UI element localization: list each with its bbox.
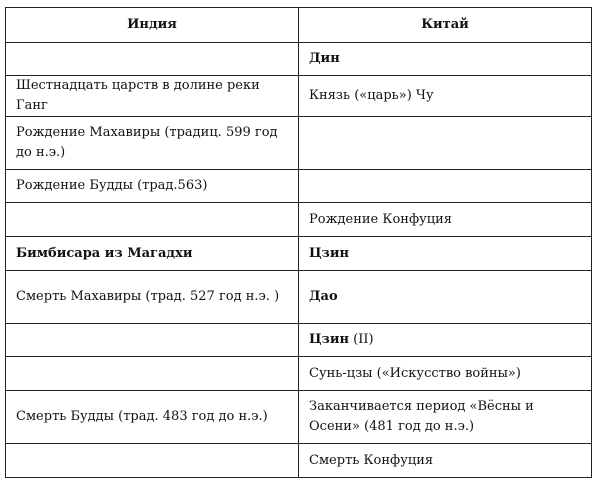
table-header-row (6, 8, 592, 43)
chronology-table (5, 7, 592, 478)
table-row (6, 271, 592, 324)
cell-india (6, 357, 299, 391)
table-row (6, 357, 592, 391)
table-row (6, 76, 592, 117)
cell-china: Заканчивается период «Вёсны и Осени» (481 год до н.э.) (299, 391, 592, 444)
cell-india: Рождение Будды (трад.563) (6, 170, 299, 203)
cell-china (299, 324, 592, 357)
column-header-china: Китай (299, 8, 592, 43)
cell-india: Шестнадцать царств в долине реки Ганг (6, 76, 299, 117)
table-row (6, 117, 592, 170)
cell-china: Смерть Конфуция (299, 444, 592, 478)
cell-india (6, 43, 299, 76)
cell-china: Дао (299, 271, 592, 324)
cell-china (299, 170, 592, 203)
column-header-india: Индия (6, 8, 299, 43)
table-row (6, 391, 592, 444)
table-row (6, 237, 592, 271)
cell-india (6, 324, 299, 357)
cell-india: Смерть Махавиры (трад. 527 год н.э. ) (6, 271, 299, 324)
cell-china: Князь («царь») Чу (299, 76, 592, 117)
table-row (6, 444, 592, 478)
cell-china-bold-part: Цзин (309, 332, 350, 347)
cell-china: Дин (299, 43, 592, 76)
table-row (6, 43, 592, 76)
cell-china: Цзин (299, 237, 592, 271)
cell-india: Бимбисара из Магадхи (6, 237, 299, 271)
table-row (6, 324, 592, 357)
table-row (6, 170, 592, 203)
cell-china: Сунь-цзы («Искусство войны») (299, 357, 592, 391)
cell-china (299, 117, 592, 170)
cell-india: Рождение Махавиры (традиц. 599 год до н.э.) (6, 117, 299, 170)
cell-india: Смерть Будды (трад. 483 год до н.э.) (6, 391, 299, 444)
cell-india (6, 444, 299, 478)
cell-india (6, 203, 299, 237)
cell-china-rest: (II) (349, 332, 374, 347)
cell-china: Рождение Конфуция (299, 203, 592, 237)
table-row (6, 203, 592, 237)
